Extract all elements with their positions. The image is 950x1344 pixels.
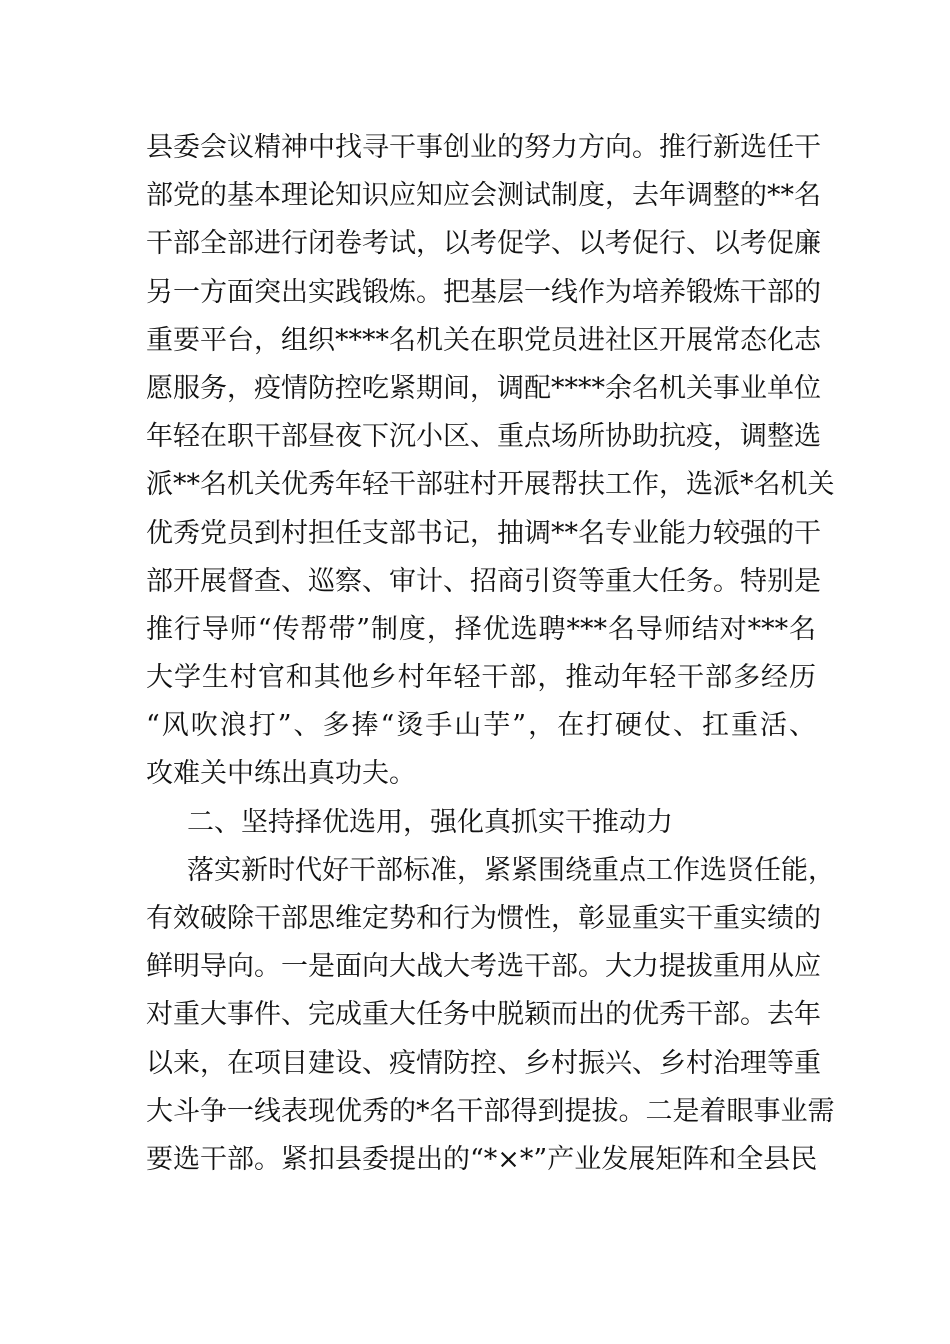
text-line: 另一方面突出实践锻炼。把基层一线作为培养锻炼干部的 [146, 276, 821, 308]
text-line: 要选干部。紧扣县委提出的“*×*”产业发展矩阵和全县民 [146, 1143, 818, 1175]
section-heading: 二、坚持择优选用，强化真抓实干推动力 [187, 806, 673, 838]
text-line: 部开展督查、巡察、审计、招商引资等重大任务。特别是 [146, 565, 821, 597]
text-line: 优秀党员到村担任支部书记，抽调**名专业能力较强的干 [146, 517, 821, 549]
text-line: 鲜明导向。一是面向大战大考选干部。大力提拔重用从应 [146, 951, 821, 983]
text-line: 年轻在职干部昼夜下沉小区、重点场所协助抗疫，调整选 [146, 421, 821, 453]
text-line: 重要平台，组织****名机关在职党员进社区开展常态化志 [146, 324, 821, 356]
text-line: 攻难关中练出真功夫。 [146, 758, 416, 790]
text-line: 部党的基本理论知识应知应会测试制度，去年调整的**名 [146, 180, 821, 212]
text-line: 干部全部进行闭卷考试，以考促学、以考促行、以考促廉 [146, 228, 821, 260]
body-text [146, 124, 835, 1184]
text-line: 以来，在项目建设、疫情防控、乡村振兴、乡村治理等重 [146, 1047, 821, 1079]
text-line: 推行导师“传帮带”制度，择优选聘***名导师结对***名 [146, 613, 816, 645]
text-line: 县委会议精神中找寻干事创业的努力方向。推行新选任干 [146, 132, 821, 163]
text-line: 派**名机关优秀年轻干部驻村开展帮扶工作，选派*名机关 [146, 469, 835, 501]
text-line: 对重大事件、完成重大任务中脱颖而出的优秀干部。去年 [146, 999, 821, 1031]
text-line: “风吹浪打”、多捧“烫手山芋”，在打硬仗、扛重活、 [146, 710, 816, 742]
text-line: 愿服务，疫情防控吃紧期间，调配****余名机关事业单位 [146, 372, 821, 404]
text-line: 有效破除干部思维定势和行为惯性，彰显重实干重实绩的 [146, 903, 821, 934]
paragraph-first-line: 落实新时代好干部标准，紧紧围绕重点工作选贤任能， [187, 854, 835, 886]
text-line: 大学生村官和其他乡村年轻干部，推动年轻干部多经历 [146, 662, 816, 694]
text-line: 大斗争一线表现优秀的*名干部得到提拔。二是着眼事业需 [146, 1095, 835, 1127]
